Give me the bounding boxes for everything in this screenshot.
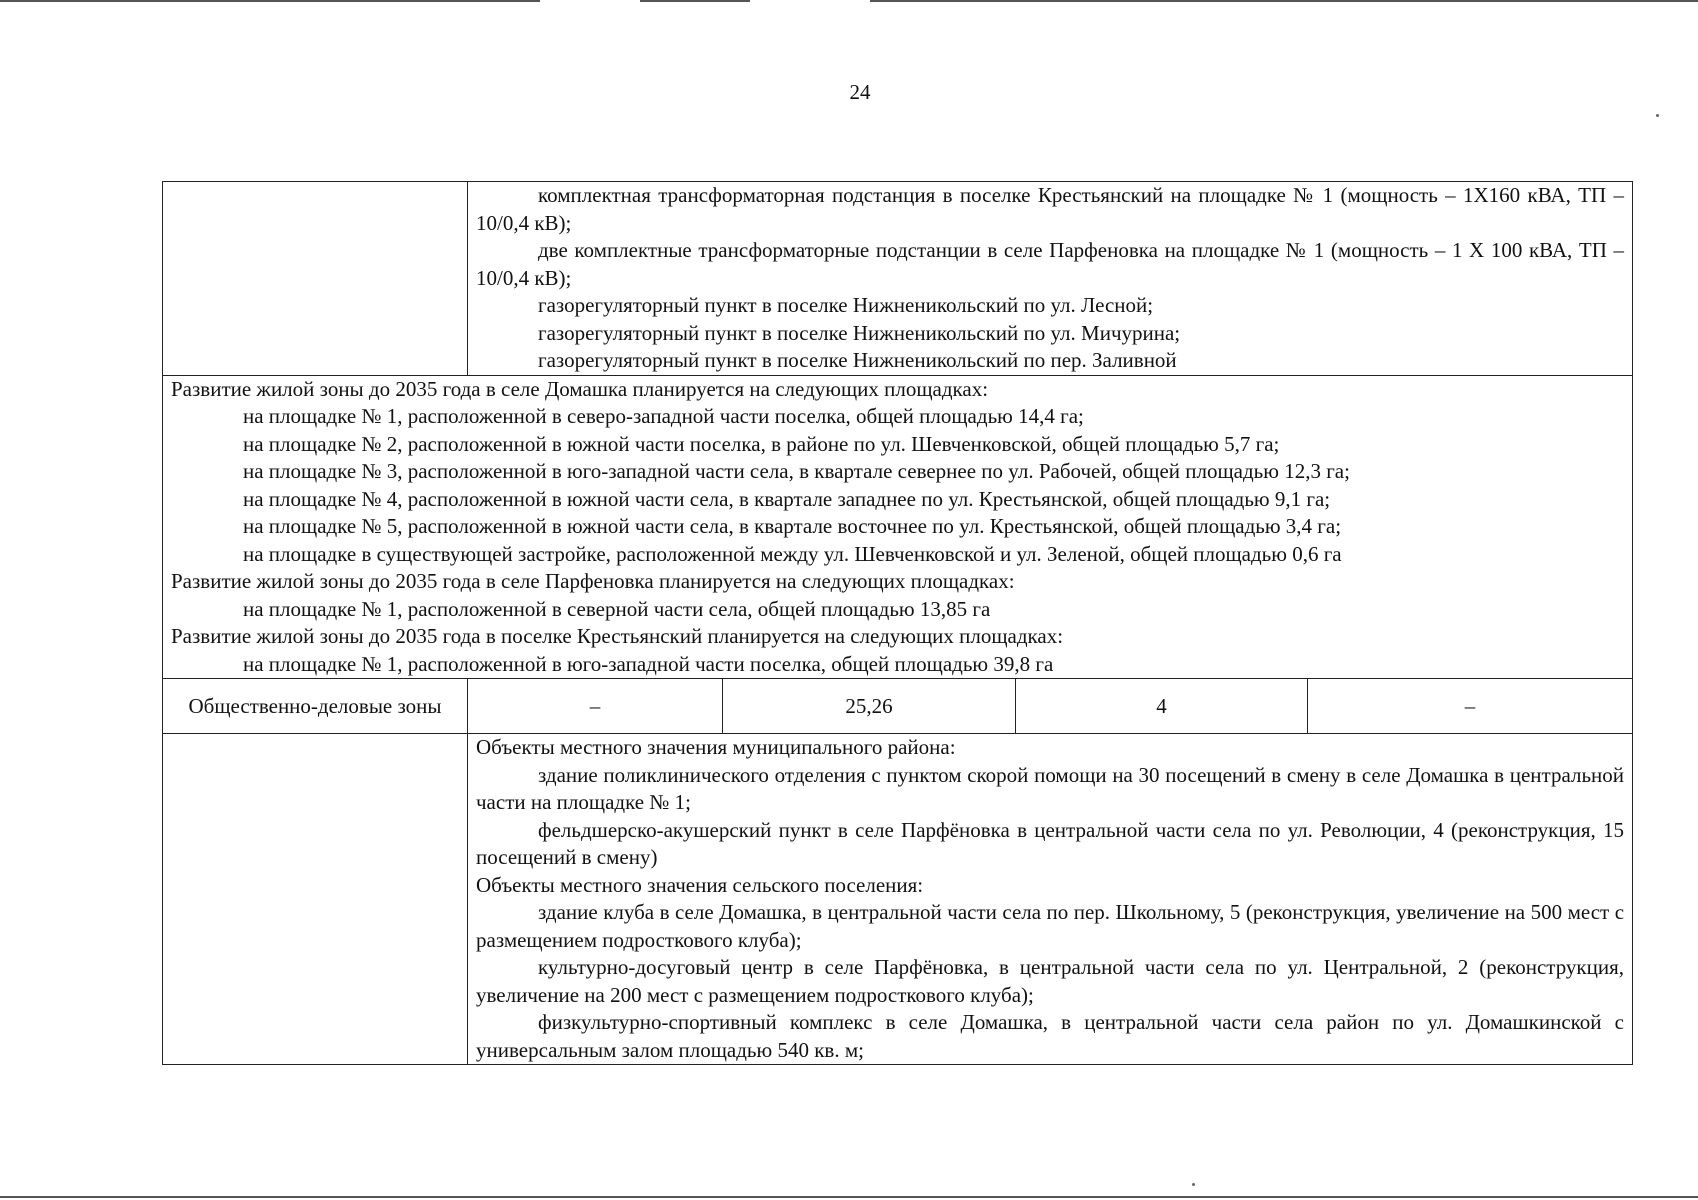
empty-zone-cell bbox=[163, 734, 468, 1065]
utility-item: две комплектные трансформаторные подстанции в селе Парфеновка на площадке № 1 (мощность – 1 Х 100 кВА, ТП – 10/0,4 кВ); bbox=[476, 238, 1625, 290]
table-row-utilities bbox=[163, 182, 1633, 376]
zone-value-cell: 25,26 bbox=[723, 679, 1016, 734]
residential-heading-parfenovka: Развитие жилой зоны до 2035 года в селе Парфеновка планируется на следующих площадках: bbox=[171, 569, 1015, 593]
facility-item: фельдшерско-акушерский пункт в селе Парфёновка в центральной части села по ул. Революции, 4 (реконструкция, 15 посещений в смену) bbox=[476, 817, 1625, 869]
utility-item: газорегуляторный пункт в поселке Нижненикольский по ул. Лесной; bbox=[538, 293, 1154, 317]
facilities-heading-settlement: Объекты местного значения сельского поселения: bbox=[476, 872, 924, 897]
utility-item: комплектная трансформаторная подстанция в поселке Крестьянский на площадке № 1 (мощность – 1Х160 кВА, ТП – 10/0,4 кВ); bbox=[476, 183, 1625, 235]
utilities-cell bbox=[468, 182, 1633, 376]
table-row-public-business-zones bbox=[163, 679, 1633, 734]
facility-item: здание клуба в селе Домашка, в центральной части села по пер. Школьному, 5 (реконструкция, увеличение на 500 мест с размещением подросткового клуба); bbox=[476, 900, 1625, 952]
scan-edge-bottom bbox=[0, 1196, 1698, 1198]
scan-speck bbox=[1192, 1183, 1195, 1186]
facility-item: здание поликлинического отделения с пунктом скорой помощи на 30 посещений в смену в селе Домашка в центральной части на площадке № 1; bbox=[476, 762, 1625, 814]
facility-item: культурно-досуговый центр в селе Парфёновка, в центральной части села по ул. Центральной, 2 (реконструкция, увеличение на 200 мест с размещением подросткового клуба); bbox=[476, 955, 1625, 1007]
zone-name-cell: Общественно-деловые зоны bbox=[163, 679, 468, 734]
utility-item: газорегуляторный пункт в поселке Нижненикольский по пер. Заливной bbox=[538, 348, 1177, 372]
scan-edge-top-mid bbox=[640, 0, 750, 2]
zone-value-cell: – bbox=[1308, 679, 1633, 734]
residential-heading-domashka: Развитие жилой зоны до 2035 года в селе Домашка планируется на следующих площадках: bbox=[171, 376, 989, 401]
zone-value-cell: 4 bbox=[1016, 679, 1308, 734]
residential-item: на площадке № 1, расположенной в юго-западной части поселка, общей площадью 39,8 га bbox=[243, 651, 1054, 676]
residential-item: на площадке в существующей застройке, расположенной между ул. Шевченковской и ул. Зеленой, общей площадью 0,6 га bbox=[243, 541, 1342, 566]
facilities-heading-district: Объекты местного значения муниципального района: bbox=[476, 735, 956, 759]
facilities-cell bbox=[468, 734, 1633, 1065]
scan-edge-top-right bbox=[870, 0, 1698, 2]
document-table bbox=[162, 181, 1633, 1065]
scan-speck bbox=[1656, 114, 1659, 117]
empty-zone-cell bbox=[163, 182, 468, 376]
facility-item: физкультурно-спортивный комплекс в селе Домашка, в центральной части села район по ул. Домашкинской с универсальным залом площадью 540 кв. м; bbox=[476, 1010, 1625, 1062]
residential-item: на площадке № 1, расположенной в северо-западной части поселка, общей площадью 14,4 га; bbox=[243, 404, 1084, 428]
residential-item: на площадке № 3, расположенной в юго-западной части села, в квартале севернее по ул. Рабочей, общей площадью 12,3 га; bbox=[243, 459, 1350, 483]
table-row-facilities bbox=[163, 734, 1633, 1065]
residential-item: на площадке № 2, расположенной в южной части поселка, в районе по ул. Шевченковской, общей площадью 5,7 га; bbox=[243, 431, 1280, 456]
table-row-residential bbox=[163, 375, 1633, 679]
residential-item: на площадке № 1, расположенной в северной части села, общей площадью 13,85 га bbox=[243, 596, 991, 621]
utility-item: газорегуляторный пункт в поселке Нижненикольский по ул. Мичурина; bbox=[538, 320, 1181, 345]
residential-item: на площадке № 5, расположенной в южной части села, в квартале восточнее по ул. Крестьянской, общей площадью 3,4 га; bbox=[243, 514, 1342, 538]
residential-item: на площадке № 4, расположенной в южной части села, в квартале западнее по ул. Крестьянской, общей площадью 9,1 га; bbox=[243, 486, 1331, 511]
zone-value-cell: – bbox=[468, 679, 723, 734]
residential-cell bbox=[163, 375, 1633, 679]
scan-edge-top-left bbox=[0, 0, 540, 2]
residential-heading-krestyansky: Развитие жилой зоны до 2035 года в поселке Крестьянский планируется на следующих площадках: bbox=[171, 624, 1064, 648]
page-number: 24 bbox=[849, 80, 871, 104]
